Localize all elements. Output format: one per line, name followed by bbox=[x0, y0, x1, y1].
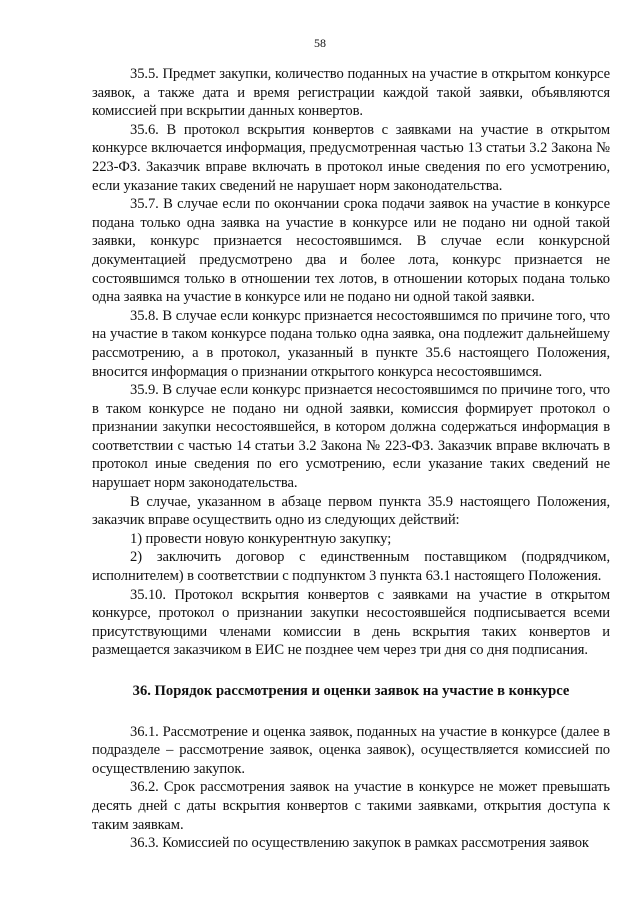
paragraph-36-2: 36.2. Срок рассмотрения заявок на участие в конкурсе не может превышать десять дней с даты вскрытия конвертов с такими заявками, открытия доступа к таким заявкам. bbox=[92, 779, 610, 833]
document-body bbox=[92, 65, 610, 853]
list-item-1: 1) провести новую конкурентную закупку; bbox=[130, 530, 392, 547]
paragraph-35-9-case: В случае, указанном в абзаце первом пункта 35.9 настоящего Положения, заказчик вправе осуществить одно из следующих действий: bbox=[92, 493, 610, 529]
page-number: 58 bbox=[314, 36, 326, 50]
paragraph-35-10: 35.10. Протокол вскрытия конвертов с заявками на участие в открытом конкурсе, протокол о признании закупки несостоявшейся подписывается всеми присутствующими членами комиссии в день вскрытия таких конвертов и размещается заказчиком в ЕИС не позднее чем через три дня со дня подписания. bbox=[92, 586, 610, 659]
paragraph-35-8: 35.8. В случае если конкурс признается несостоявшимся по причине того, что на участие в таком конкурсе подана только одна заявка, она подлежит дальнейшему рассмотрению, а в протокол, указанный в пункте 35.6 настоящего Положения, вносится информация о признании открытого конкурса несостоявшимся. bbox=[92, 307, 610, 380]
section-heading-36: 36. Порядок рассмотрения и оценки заявок на участие в конкурсе bbox=[132, 683, 570, 699]
list-item-2: 2) заключить договор с единственным поставщиком (подрядчиком, исполнителем) в соответствии с подпунктом 3 пункта 63.1 настоящего Положения. bbox=[92, 549, 610, 585]
paragraph-35-6: 35.6. В протокол вскрытия конвертов с заявками на участие в открытом конкурсе включается информация, предусмотренная частью 13 статьи 3.2 Закона № 223-ФЗ. Заказчик вправе включать в протокол иные сведения по его усмотрению, если указание таких сведений не нарушает норм законодательства. bbox=[92, 121, 610, 194]
paragraph-35-7: 35.7. В случае если по окончании срока подачи заявок на участие в конкурсе подана только одна заявка на участие в конкурсе или не подано ни одной такой заявки, конкурс признается несостоявшимся. В случае если конкурсной документацией предусмотрено два и более лота, конкурс признается не состоявшимся только в отношении тех лотов, в отношении которых подана только одна заявка на участие в конкурсе или не подано ни одной такой заявки. bbox=[92, 196, 610, 306]
paragraph-36-3: 36.3. Комиссией по осуществлению закупок в рамках рассмотрения заявок bbox=[130, 835, 589, 852]
paragraph-35-5: 35.5. Предмет закупки, количество поданных на участие в открытом конкурсе заявок, а также дата и время регистрации каждой такой заявки, объявляются комиссией при вскрытии данных конвертов. bbox=[92, 66, 610, 120]
paragraph-36-1: 36.1. Рассмотрение и оценка заявок, поданных на участие в конкурсе (далее в подразделе – рассмотрение заявок, оценка заявок), осуществляется комиссией по осуществлению закупок. bbox=[92, 723, 610, 777]
paragraph-35-9: 35.9. В случае если конкурс признается несостоявшимся по причине того, что в таком конкурсе не подано ни одной заявки, комиссия формирует протокол о признании закупки несостоявшейся, в котором должна содержаться информация в соответствии с частью 14 статьи 3.2 Закона № 223-ФЗ. Заказчик вправе включать в протокол иные сведения по его усмотрению, если указание таких сведений не нарушает норм законодательства. bbox=[92, 382, 610, 492]
